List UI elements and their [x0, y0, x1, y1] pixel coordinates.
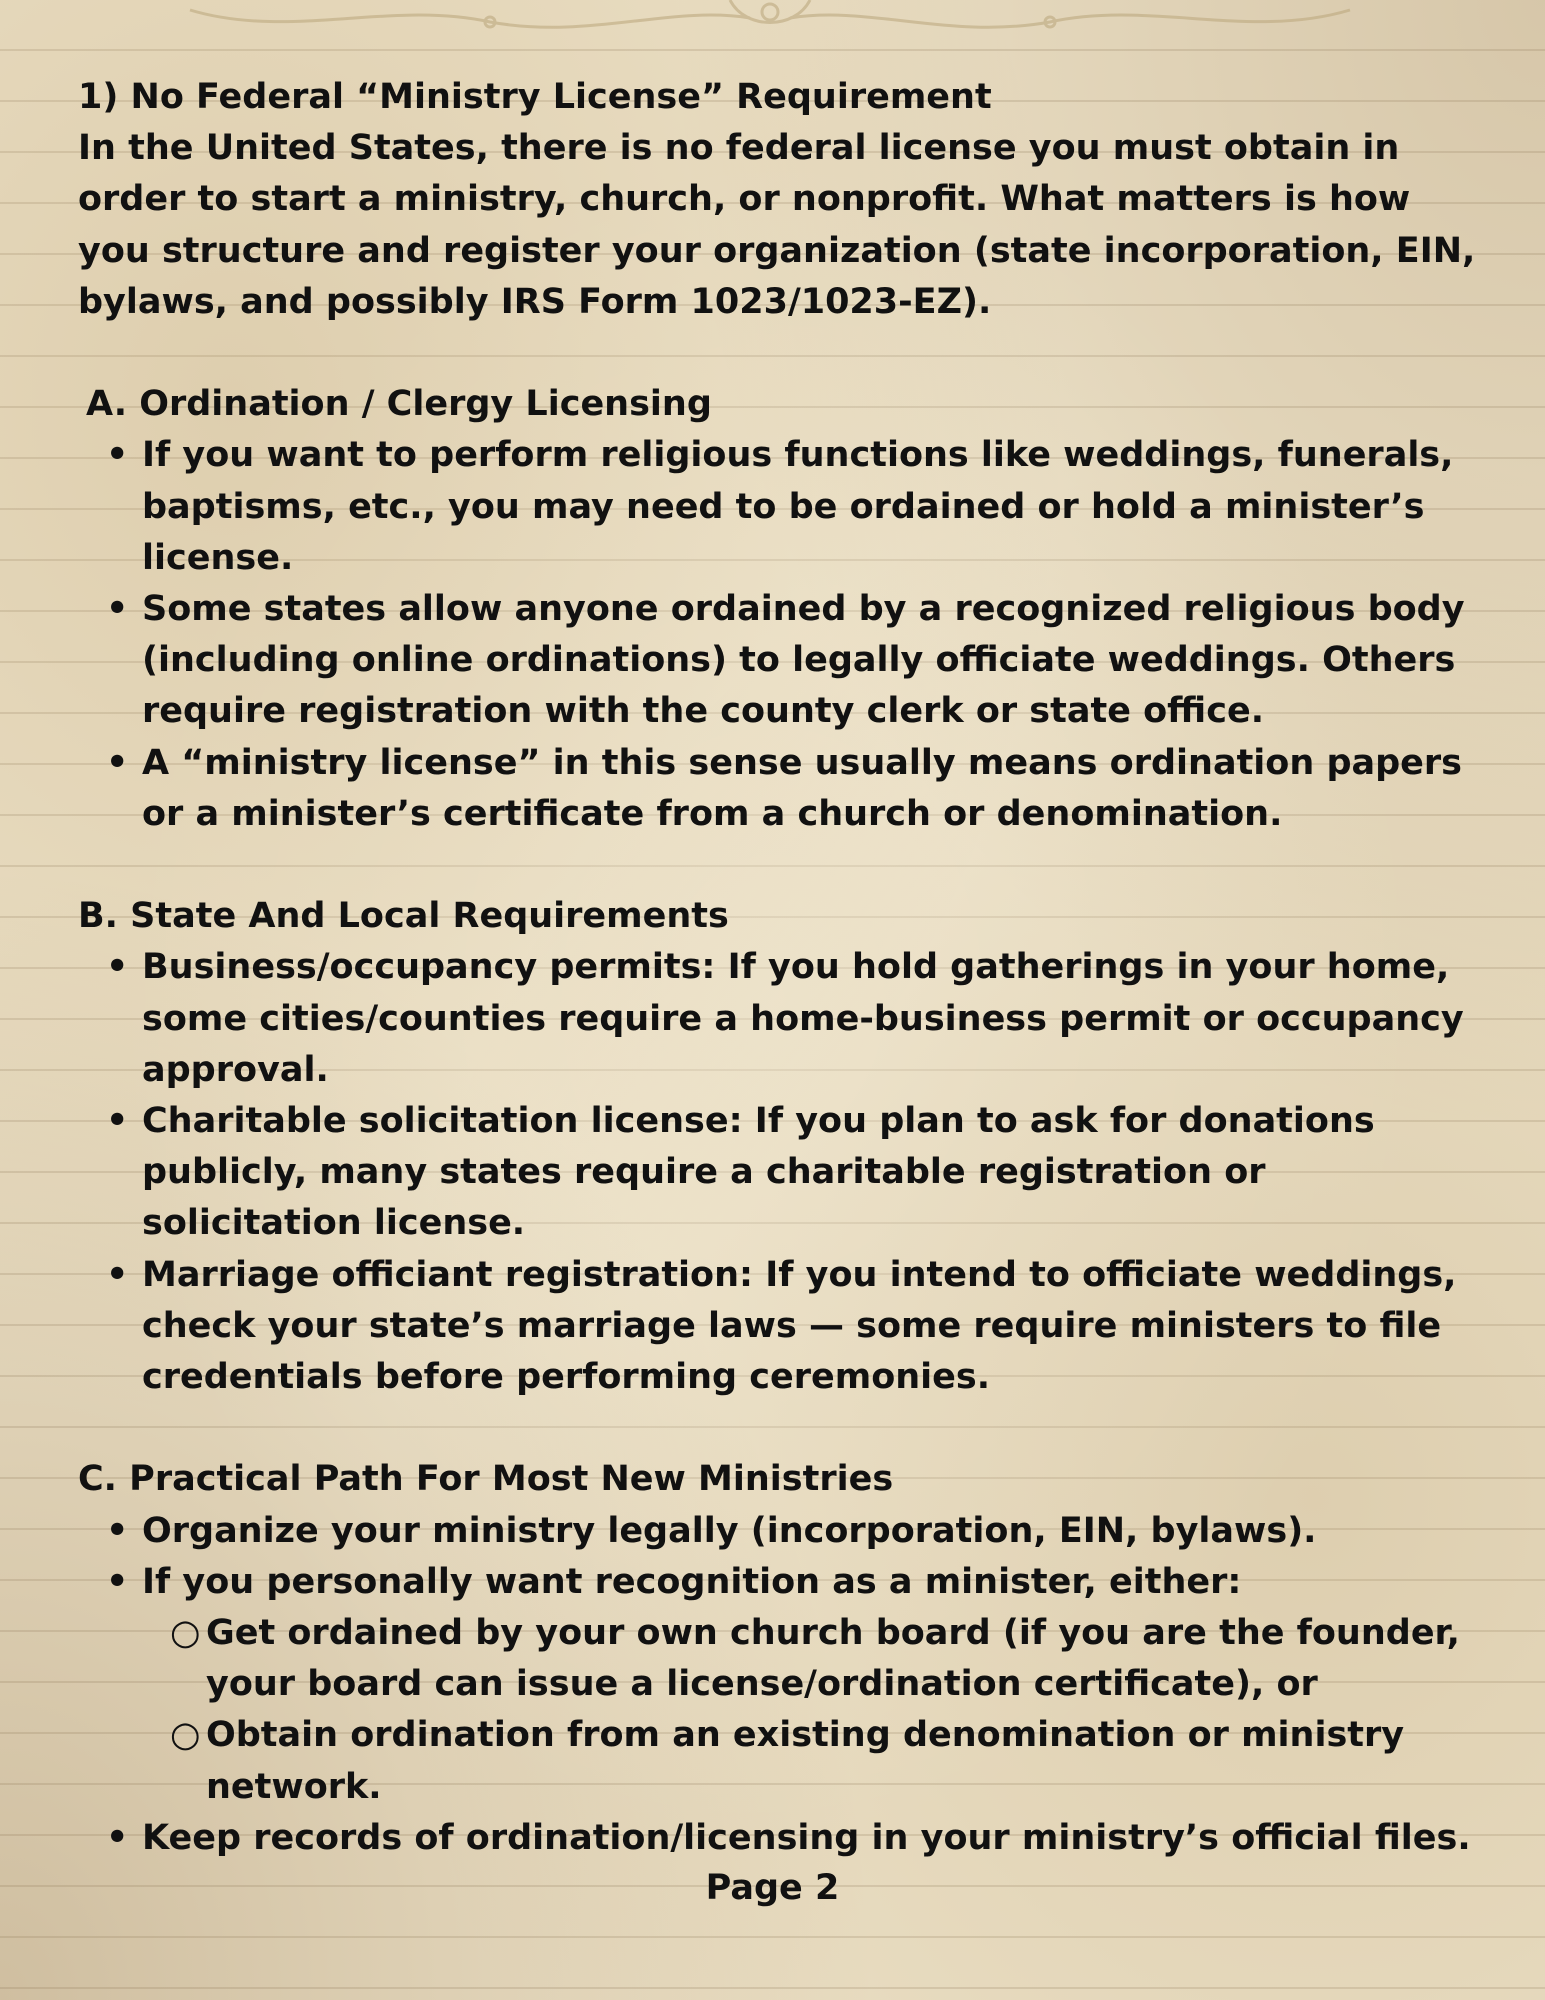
section-b-list [78, 942, 1478, 1403]
list-item: • Business/occupancy permits: If you hold gatherings in your home, some cities/counties require a home-business permit or occupancy approval. [142, 942, 1478, 1096]
list-item: • If you want to perform religious functions like weddings, funerals, baptisms, etc., you may need to be ordained or hold a minister’s license. [142, 430, 1478, 584]
list-item: • Charitable solicitation license: If you plan to ask for donations publicly, many states require a charitable registration or solicitation license. [142, 1096, 1478, 1250]
bullet-icon: • [106, 947, 129, 988]
bullet-icon: • [106, 742, 129, 783]
section-c-sublist [142, 1608, 1478, 1813]
bullet-icon: • [106, 1101, 129, 1142]
list-item: • Marriage officiant registration: If you intend to officiate weddings, check your state’s marriage laws — some require ministers to file credentials before performing ceremonies. [142, 1250, 1478, 1404]
list-item: • If you personally want recognition as a minister, either: ○ Get ordained by your own church board (if you are the founder, your board can issue a license/ordination certificate), or ○ Obtain ordination from an existing denomination or ministry network. [142, 1557, 1478, 1813]
page-number: Page 2 [705, 1868, 840, 1908]
list-item: • Organize your ministry legally (incorporation, EIN, bylaws). [142, 1506, 1478, 1557]
section-b-heading: B. State And Local Requirements [78, 896, 729, 937]
bullet-icon: • [106, 589, 129, 630]
list-item: • Some states allow anyone ordained by a recognized religious body (including online ordinations) to legally officiate weddings. Others require registration with the county clerk or state office. [142, 584, 1478, 738]
section-1-paragraph: In the United States, there is no federal license you must obtain in order to start a ministry, church, or nonprofit. What matters is how you structure and register your organization (state incorporation, EIN, bylaws, and possibly IRS Form 1023/1023-EZ). [78, 128, 1476, 322]
list-item: • Keep records of ordination/licensing in your ministry’s official files. [142, 1813, 1478, 1864]
section-a-heading: A. Ordination / Clergy Licensing [86, 384, 712, 425]
bullet-icon: • [106, 1510, 129, 1551]
flourish-ornament [170, 0, 1370, 40]
section-c-heading: C. Practical Path For Most New Ministries [78, 1459, 894, 1500]
bullet-icon: • [106, 435, 129, 476]
sub-list-item: ○ Obtain ordination from an existing denomination or ministry network. [206, 1710, 1478, 1812]
hollow-bullet-icon: ○ [170, 1613, 201, 1654]
bullet-icon: • [106, 1561, 129, 1602]
hollow-bullet-icon: ○ [170, 1715, 201, 1756]
section-c-list [78, 1506, 1478, 1864]
section-a-list [78, 430, 1478, 840]
section-1-heading: 1) No Federal “Ministry License” Requirement [78, 77, 992, 117]
sub-list-item: ○ Get ordained by your own church board (if you are the founder, your board can issue a license/ordination certificate), or [206, 1608, 1478, 1710]
list-item: • A “ministry license” in this sense usually means ordination papers or a minister’s certificate from a church or denomination. [142, 738, 1478, 840]
bullet-icon: • [106, 1254, 129, 1295]
document-body [78, 72, 1478, 1864]
bullet-icon: • [106, 1817, 129, 1858]
